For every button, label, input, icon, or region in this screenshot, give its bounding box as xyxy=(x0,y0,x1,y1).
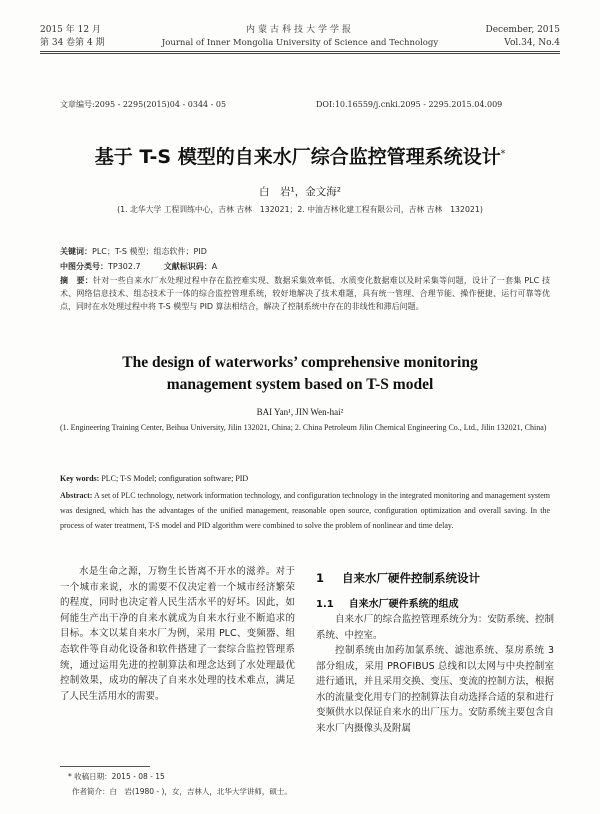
header-volume: 第 34 卷第 4 期 xyxy=(40,38,105,48)
cn-abstract-label: 摘 要： xyxy=(60,276,93,285)
cn-keywords-text: PLC；T-S 模型；组态软件；PID xyxy=(92,247,207,256)
cn-class-label: 中图分类号： xyxy=(60,262,108,271)
cn-class-value: TP302.7 xyxy=(108,262,141,271)
cn-keywords xyxy=(60,246,550,257)
section-1-title: 自来水厂硬件控制系统设计 xyxy=(342,571,481,585)
footnote-rule xyxy=(60,766,150,767)
cn-classification xyxy=(60,261,550,272)
doi: DOI:10.16559/j.cnki.2095 - 2295.2015.04.009 xyxy=(316,100,503,109)
cn-abstract xyxy=(60,274,550,314)
section-1-number: 1 xyxy=(316,571,325,585)
en-abstract-text: A set of PLC technology, network information technology, and configuration technology in the integrated monitoring and management system was designed, which has the advantages of the unified management, reasonable open source, configuration optimization and overall saving. In the process of water treatment, T-S model and PID algorithm were combined to solve the problem of nonlinear and time delay. xyxy=(60,491,550,531)
en-title-line-1: The design of waterworks’ comprehensive monitoring xyxy=(122,354,478,371)
hardware-para-2: 控制系统由加药加氯系统、滤池系统、泵房系统 3 部分组成，采用 PROFIBUS 总线和以太网与中央控制室进行通讯，并且采用交换、变压、变流的控制方法，根据水的流量变化用专门的控制算法自动选择合适的泵和进行变频供水以保证自来水的出厂压力。安防系统主要包含自来水厂内摄像头及附属 xyxy=(316,645,554,734)
section-1-1-title: 自来水厂硬件系统的组成 xyxy=(348,599,459,610)
en-keywords-label: Key words: xyxy=(60,474,100,483)
header-volume-en: Vol.34, No.4 xyxy=(504,38,560,48)
journal-name-cn: 内蒙古科技大学学报 xyxy=(245,25,354,35)
hardware-para-1: 自来水厂的综合监控管理系统分为：安防系统、控制系统、中控室。 xyxy=(316,614,554,641)
section-1-1-number: 1.1 xyxy=(316,599,334,610)
header-date-en: December, 2015 xyxy=(485,25,560,35)
journal-name-en: Journal of Inner Mongolia University of Science and Technology xyxy=(161,38,439,48)
en-keywords-text: PLC; T-S Model; configuration software; PID xyxy=(101,474,249,483)
footnote-received xyxy=(68,771,165,782)
intro-paragraph: 水是生命之源，万物生长皆离不开水的滋养。对于一个城市来说，水的需要不仅决定着一个城市经济繁荣的程度，同时也决定着人民生活水平的好坏。因此，如何能生产出干净的自来水就成为自来水行业不断追求的目标。本文以某自来水厂为例，采用 PLC、变频器、组态软件等自动化设备和软件搭建了一套综合监控管理系统，通过运用先进的控制算法和理念达到了水处理最优控制效果，成功的解决了自来水处理的技术难点，满足了人民生活用水的需要。 xyxy=(60,566,295,702)
cn-doc-code-value: A xyxy=(211,262,218,271)
section-1-1-heading xyxy=(316,595,459,610)
en-keywords xyxy=(60,473,550,485)
en-authors: BAI Yan¹, JIN Wen-hai² xyxy=(256,407,344,417)
en-abstract xyxy=(60,488,550,534)
cn-keywords-label: 关键词： xyxy=(60,247,92,256)
cn-doc-code-label: 文献标识码： xyxy=(163,262,212,271)
cn-title: 基于 T-S 模型的自来水厂综合监控管理系统设计 xyxy=(94,146,501,168)
en-abstract-label: Abstract: xyxy=(60,491,93,500)
section-1-heading xyxy=(316,570,480,586)
article-number: 文章编号:2095 - 2295(2015)04 - 0344 - 05 xyxy=(60,100,227,109)
cn-authors: 白 岩¹，金文海² xyxy=(259,186,341,198)
header-date: 2015 年 12 月 xyxy=(40,25,101,35)
en-title-line-2: management system based on T-S model xyxy=(166,376,434,393)
cn-affiliation: (1. 北华大学 工程训练中心，吉林 吉林 132021；2. 中油吉林化建工程有限公司，吉林 吉林 132021) xyxy=(117,205,483,214)
cn-title-footnote-mark: * xyxy=(500,149,506,160)
header-rule-2 xyxy=(40,53,560,54)
cn-abstract-text: 针对一些自来水厂水处理过程中存在监控难实现、数据采集效率低、水质变化数据难以及时采集等问题，设计了一套集 PLC 技术、网络信息技术、组态技术于一体的综合监控管理系统，较好地解决了技术难题，具有统一管理、合理节能、操作便捷、运行可靠等优点，同时在水处理过程中将 T-S 模型与 PID 算法相结合，解决了控制系统中存在的非线性和滞后问题。 xyxy=(60,276,550,312)
footnote-author: 作者简介：白 岩(1980 - )，女，吉林人，北华大学讲师，硕士。 xyxy=(72,787,292,796)
footnote-received-text: 收稿日期：2015 - 08 - 15 xyxy=(74,772,165,781)
footnote-marker: * xyxy=(68,772,75,781)
cn-title-block xyxy=(0,142,600,169)
en-affiliation: (1. Engineering Training Center, Beihua University, Jilin 132021, China; 2. China Petroleum Jilin Chemical Engineering Co., Ltd., Jilin 132021, China) xyxy=(60,423,547,432)
header-rule xyxy=(40,51,560,52)
